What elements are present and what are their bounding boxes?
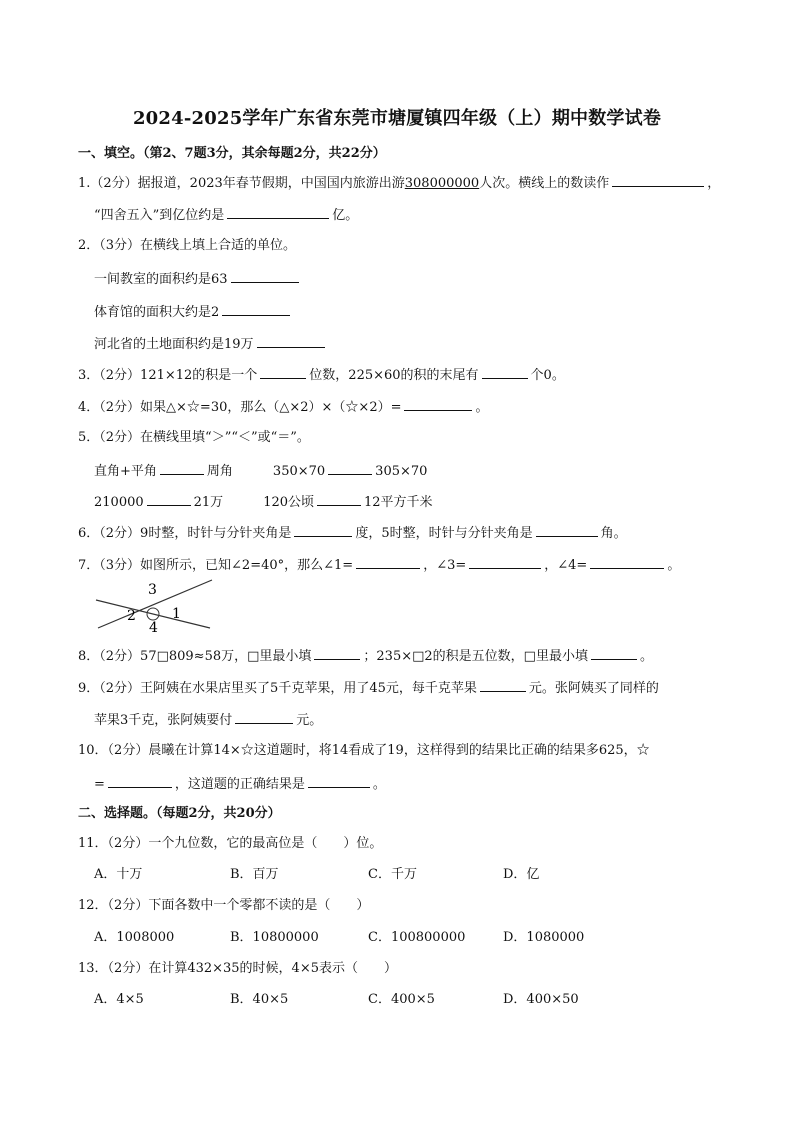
answer-blank[interactable] [536,522,598,537]
option-b[interactable]: B．40×5 [230,992,289,1007]
answer-blank[interactable] [227,204,329,219]
answer-blank[interactable] [469,554,541,569]
question-13-stem: 13．（2分）在计算432×35的时候，4×5表示（ ） [78,961,397,976]
question-2-item-1: 一间教室的面积约是63 [94,268,302,290]
question-8: 8．（2分）57□809≈58万，□里最小填 ；235×□2的积是五位数，□里最小填 。 [78,645,653,667]
option-b[interactable]: B．百万 [230,867,279,882]
question-12-options [94,928,694,948]
option-c[interactable]: C．千万 [368,867,417,882]
option-a[interactable]: A．4×5 [94,992,144,1007]
answer-blank[interactable] [235,709,293,724]
question-5-row-2: 210000 21万 120公顷 12平方千米 [94,491,433,513]
question-3: 3．（2分）121×12的积是一个 位数，225×60的积的末尾有 个0。 [78,364,565,386]
question-12-stem: 12．（2分）下面各数中一个零都不读的是（ ） [78,898,370,913]
answer-blank[interactable] [590,554,664,569]
answer-blank[interactable] [231,268,299,283]
answer-blank[interactable] [260,364,306,379]
angle-label-2: 2 [127,608,136,624]
answer-blank[interactable] [317,491,361,506]
question-2-item-3: 河北省的土地面积约是19万 [94,333,328,355]
section-1-heading: 一、填空。（第2、7题3分，其余每题2分，共22分） [78,146,386,161]
option-b[interactable]: B．10800000 [230,930,319,945]
question-7: 7．（3分）如图所示，已知∠2=40°，那么∠1= ，∠3= ，∠4= 。 [78,554,680,576]
answer-blank[interactable] [480,677,526,692]
answer-blank[interactable] [147,491,191,506]
option-d[interactable]: D．400×50 [503,992,579,1007]
answer-blank[interactable] [160,460,204,475]
question-9-line-2: 苹果3千克，张阿姨要付 元。 [94,709,322,731]
question-4: 4．（2分）如果△×☆=30，那么（△×2）×（☆×2）= 。 [78,396,489,418]
answer-blank[interactable] [294,522,352,537]
question-1-line-2: “四舍五入”到亿位约是 亿。 [94,204,358,226]
question-9-line-1: 9．（2分）王阿姨在水果店里买了5千克苹果，用了45元，每千克苹果 元。张阿姨买了同样的 [78,677,659,699]
answer-blank[interactable] [591,645,637,660]
answer-blank[interactable] [314,645,360,660]
option-c[interactable]: C．400×5 [368,992,435,1007]
question-6: 6．（2分）9时整，时针与分针夹角是 度，5时整，时针与分针夹角是 角。 [78,522,627,544]
answer-blank[interactable] [404,396,472,411]
answer-blank[interactable] [328,460,372,475]
answer-blank[interactable] [222,301,290,316]
answer-blank[interactable] [482,364,528,379]
question-13-options [94,990,694,1010]
option-d[interactable]: D．亿 [503,867,540,882]
angle-label-1: 1 [172,606,181,622]
option-a[interactable]: A．十万 [94,867,143,882]
exam-title: 2024-2025学年广东省东莞市塘厦镇四年级（上）期中数学试卷 [132,108,662,129]
question-2-item-2: 体育馆的面积大约是2 [94,301,293,323]
underlined-number: 308000000 [404,176,480,191]
question-5-row-1: 直角+平角 周角 350×70 305×70 [94,460,427,482]
angle-label-4: 4 [149,620,158,632]
section-2-heading: 二、选择题。（每题2分，共20分） [78,806,281,821]
option-d[interactable]: D．1080000 [503,930,585,945]
question-11-stem: 11．（2分）一个九位数，它的最高位是（ ）位。 [78,836,383,851]
option-c[interactable]: C．100800000 [368,930,466,945]
question-10-line-1: 10．（2分）晨曦在计算14×☆这道题时，将14看成了19，这样得到的结果比正确的结果多625，☆ [78,743,650,758]
angle-label-3: 3 [148,582,157,598]
question-2-stem: 2．（3分）在横线上填上合适的单位。 [78,238,297,253]
answer-blank[interactable] [257,333,325,348]
question-1-line-1: 1.（2分）据报道，2023年春节假期，中国国内旅游出游308000000人次。横线上的数读作 ， [78,172,720,194]
answer-blank[interactable] [108,773,172,788]
question-11-options [94,865,694,885]
answer-blank[interactable] [612,172,704,187]
answer-blank[interactable] [356,554,420,569]
question-10-line-2: = ，这道题的正确结果是 。 [94,773,386,795]
answer-blank[interactable] [308,773,370,788]
question-5-stem: 5．（2分）在横线里填“＞”“＜”或“＝”。 [78,430,310,445]
option-a[interactable]: A．1008000 [94,930,175,945]
intersecting-lines-figure [94,576,214,632]
